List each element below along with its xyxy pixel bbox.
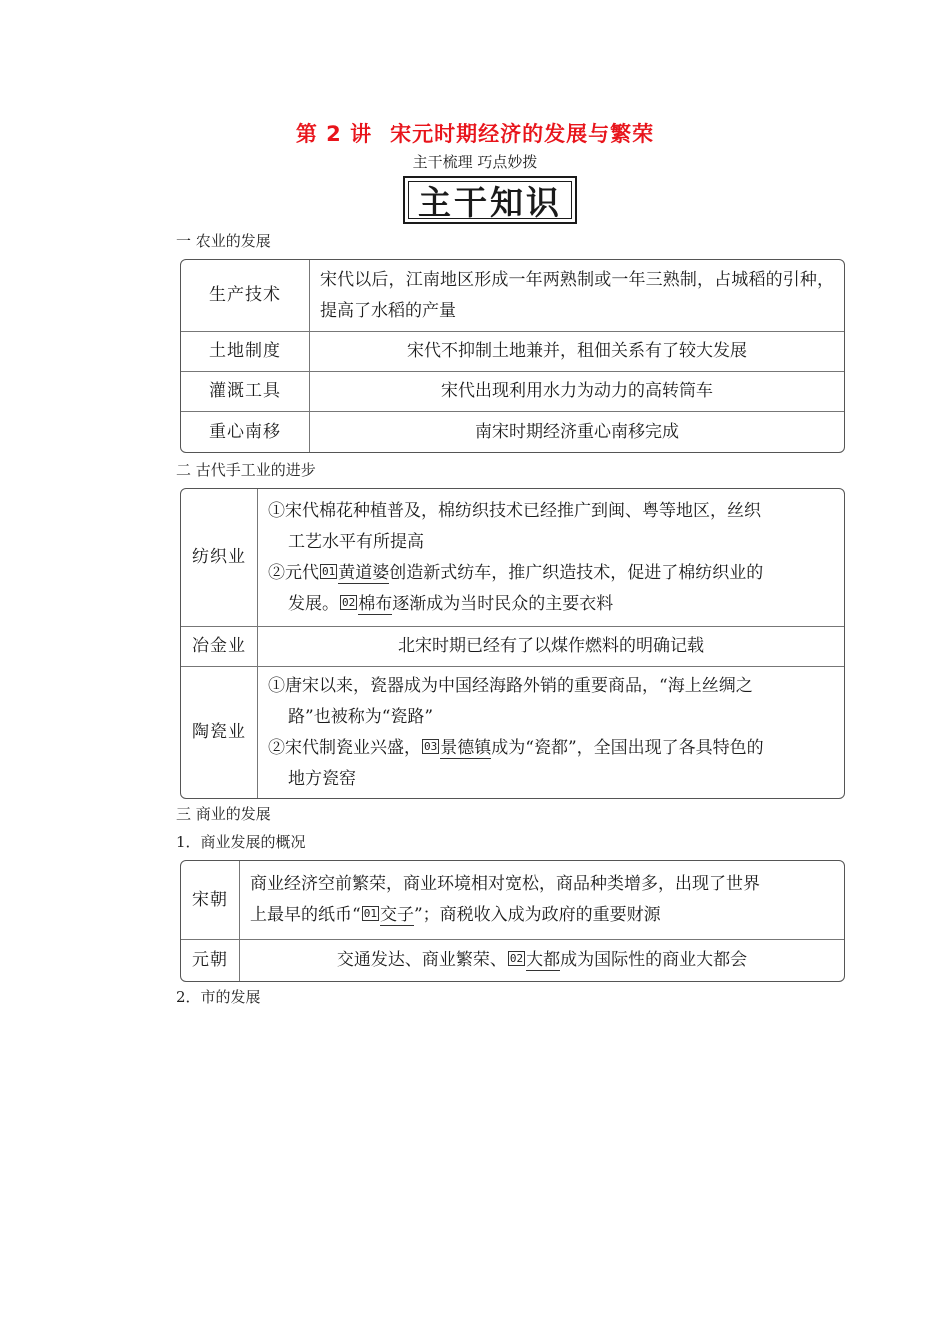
- blank-number: 01: [322, 564, 336, 578]
- row-label: 宋朝: [181, 861, 240, 940]
- answer-blank: 交子: [379, 905, 414, 925]
- row-content: 南宋时期经济重心南移完成: [475, 421, 679, 442]
- subheading-commerce-overview: 1．商业发展的概况: [176, 833, 306, 851]
- section-banner-text: 主干知识: [408, 181, 572, 219]
- table-row: [181, 332, 844, 372]
- answer-blank: 景德镇: [440, 737, 492, 758]
- row-content: ①唐宋以来，瓷器成为中国经海路外销的重要商品，“海上丝绸之 路”也被称为“瓷路” ②宋代制瓷业兴盛， 03 景德镇成为“瓷都”，全国出现了各具特色的 地方瓷窑: [268, 675, 764, 789]
- row-content: 交通发达、商业繁荣、 02 大都成为国际性的商业大都会: [336, 950, 748, 970]
- table-row: [181, 861, 844, 940]
- section-banner: [403, 176, 577, 224]
- handicraft-table: [180, 488, 845, 799]
- page-subtitle: 主干梳理 巧点妙拨: [412, 153, 538, 171]
- heading-handicraft: 二 古代手工业的进步: [176, 461, 316, 479]
- blank-number: 01: [363, 907, 377, 920]
- table-row: [181, 667, 844, 798]
- row-content: 商业经济空前繁荣，商业环境相对宽松，商品种类增多，出现了世界 上最早的纸币“ 01 交子”；商税收入成为政府的重要财源: [240, 861, 844, 940]
- table-row: [181, 627, 844, 667]
- row-content: 宋代以后，江南地区形成一年两熟制或一年三熟制，占城稻的引种，提高了水稻的产量: [310, 260, 844, 332]
- subheading-market: 2．市的发展: [176, 988, 261, 1006]
- commerce-table: [180, 860, 845, 982]
- row-content: 北宋时期已经有了以煤作燃料的明确记载: [258, 627, 844, 667]
- answer-blank: 棉布: [358, 593, 393, 614]
- row-label: 冶金业: [181, 627, 258, 667]
- table-row: [181, 940, 844, 981]
- title-topic: 宋元时期经济的发展与繁荣: [390, 122, 655, 146]
- row-label: 陶瓷业: [181, 667, 258, 798]
- blank-number: 02: [342, 595, 356, 609]
- table-row: [181, 260, 844, 332]
- answer-blank: 大都: [526, 950, 561, 970]
- row-content: ①宋代棉花种植普及，棉纺织技术已经推广到闽、粤等地区，丝织 工艺水平有所提高 ②元代 01 黄道婆创造新式纺车，推广织造技术，促进了棉纺织业的 发展。 02 棉布逐渐成为当时民众的主要衣料: [258, 489, 844, 627]
- answer-blank: 黄道婆: [338, 562, 390, 583]
- heading-commerce: 三 商业的发展: [176, 805, 271, 823]
- row-label: 重心南移: [181, 412, 310, 452]
- row-content: 宋代出现利用水力为动力的高转筒车: [310, 372, 844, 412]
- row-label: 纺织业: [181, 489, 258, 627]
- row-content: 宋代不抑制土地兼并，租佃关系有了较大发展: [310, 332, 844, 372]
- row-label: 生产技术: [181, 260, 310, 332]
- heading-agriculture: 一 农业的发展: [176, 232, 271, 250]
- row-label: 元朝: [181, 940, 240, 981]
- blank-number: 03: [424, 739, 438, 753]
- table-row: [181, 412, 844, 452]
- agriculture-table: [180, 259, 845, 453]
- page-title: [0, 118, 950, 148]
- row-label: 灌溉工具: [181, 372, 310, 412]
- title-lecture-number: 第 2 讲: [295, 122, 373, 146]
- table-row: [181, 489, 844, 627]
- row-label: 土地制度: [181, 332, 310, 372]
- table-row: [181, 372, 844, 412]
- blank-number: 02: [509, 952, 524, 965]
